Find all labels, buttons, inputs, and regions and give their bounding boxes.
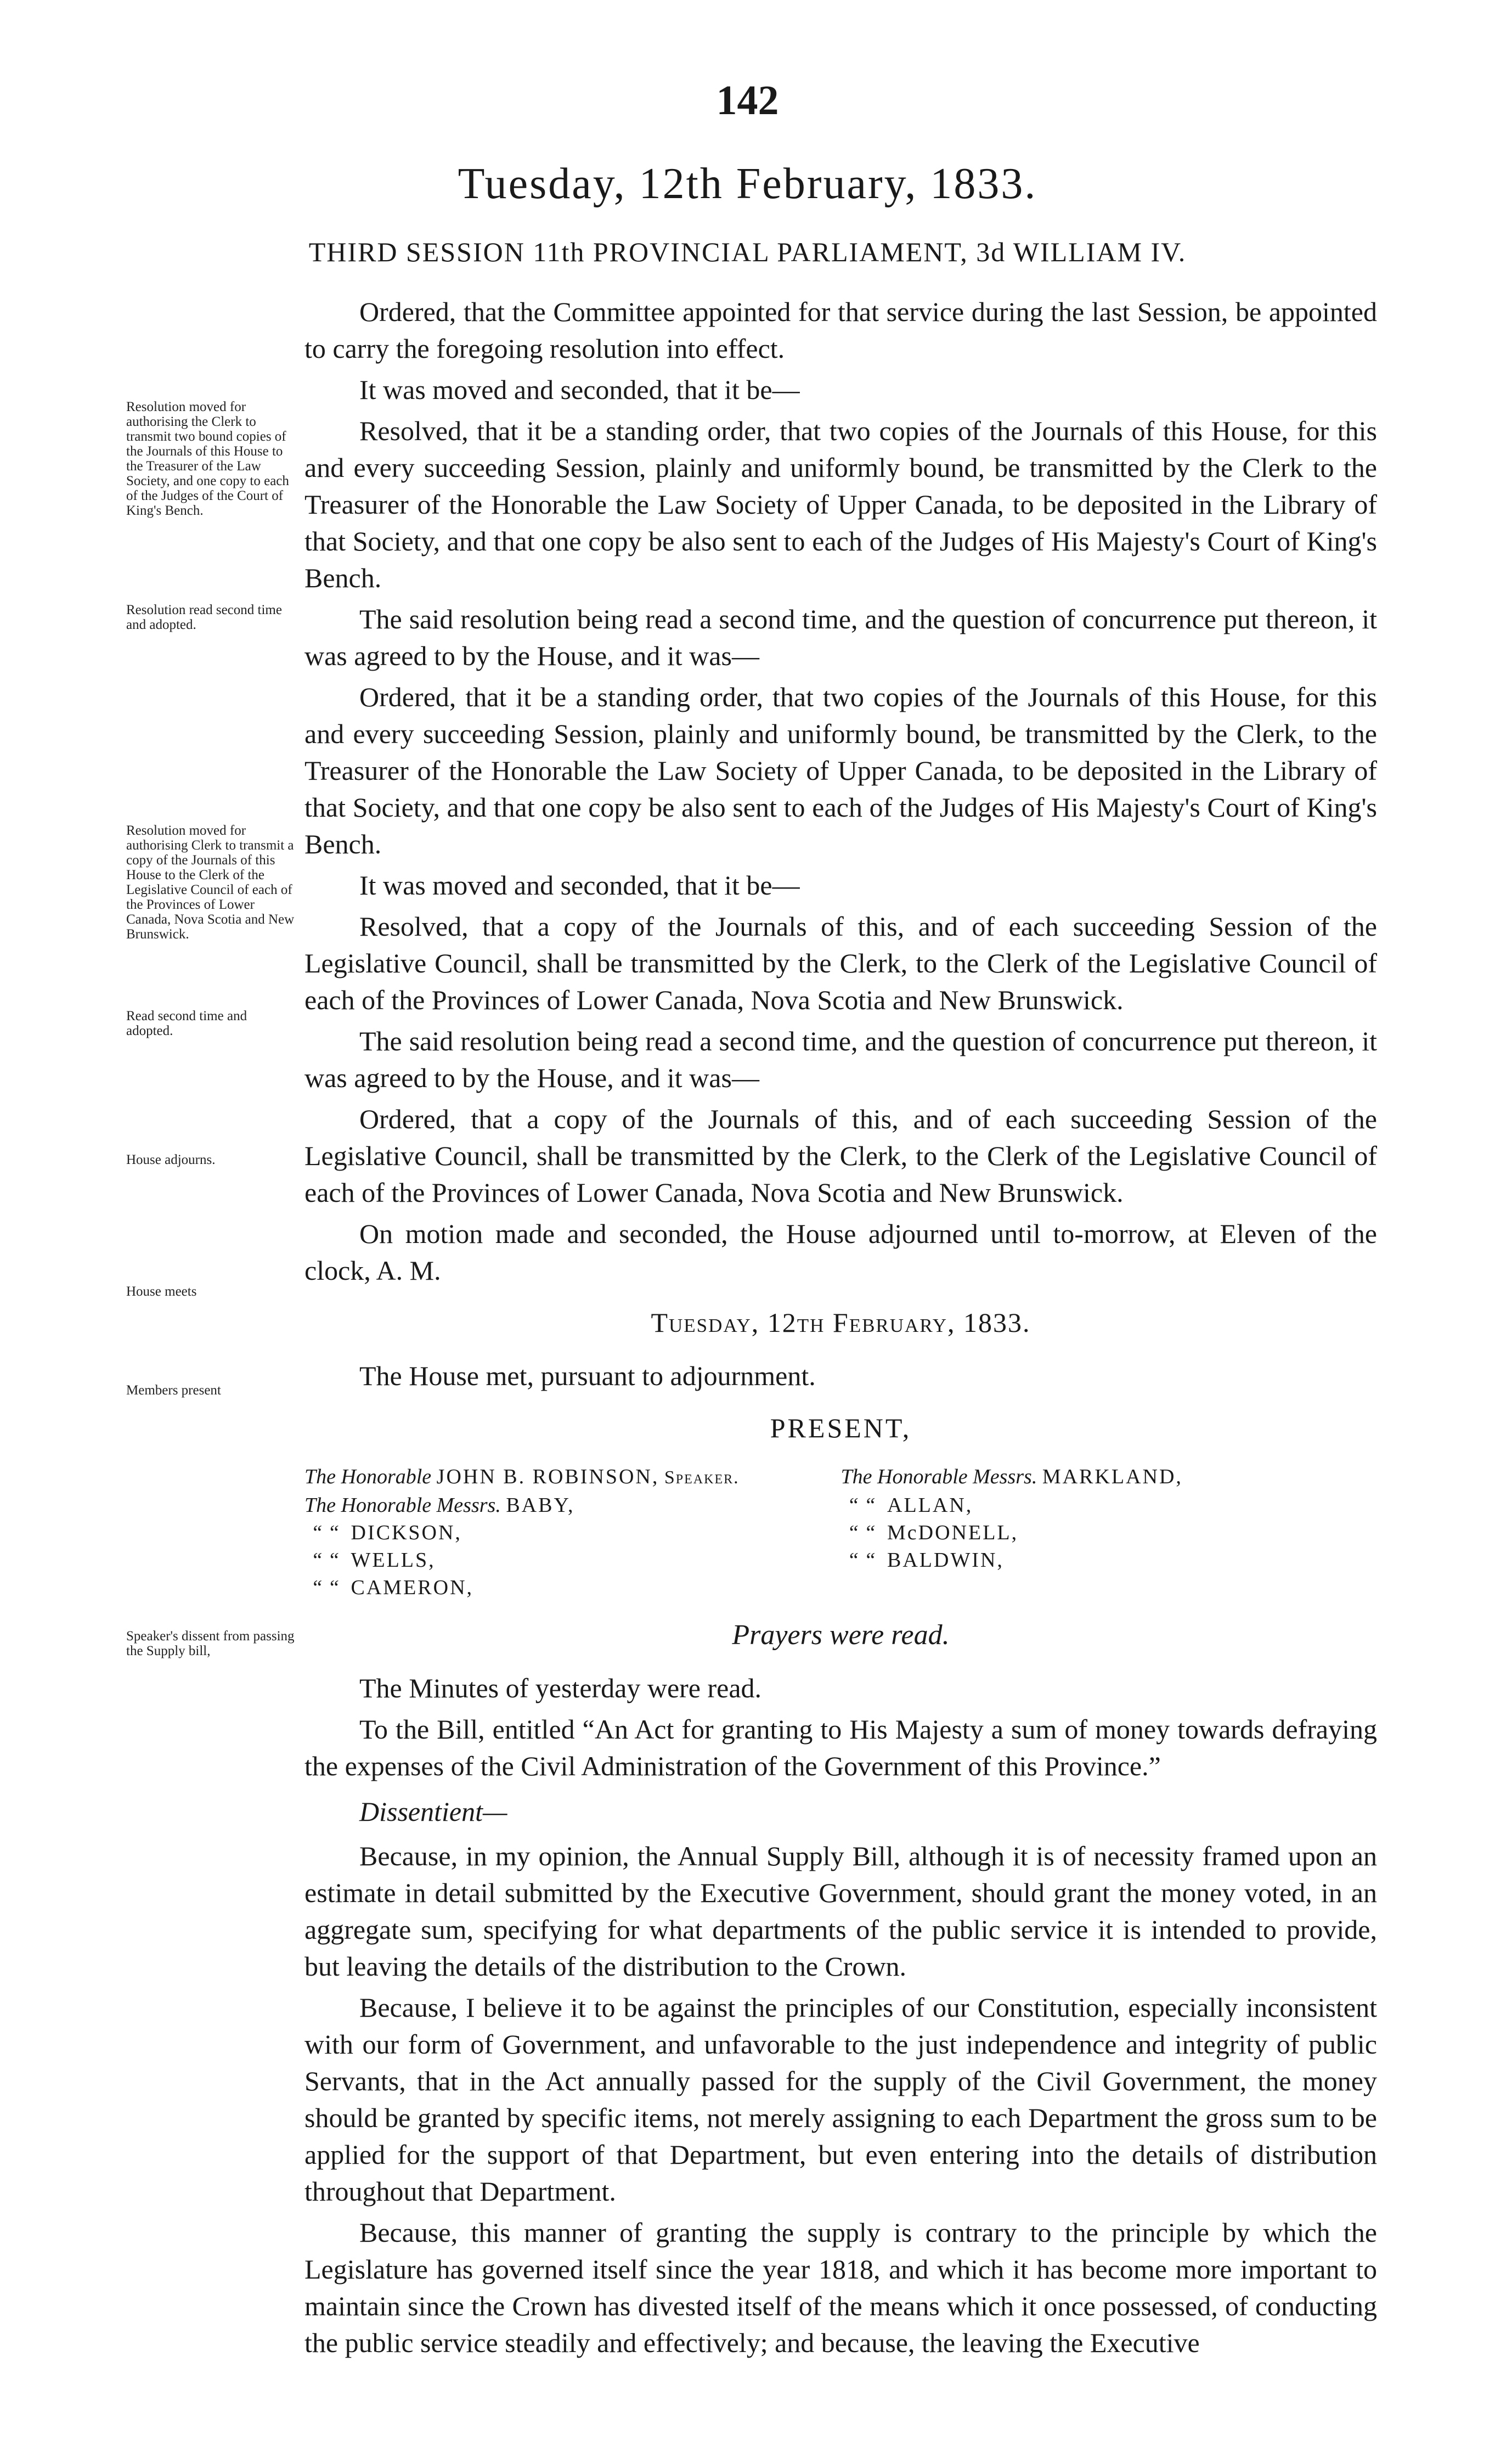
dissentient-heading: Dissentient— [359, 1796, 507, 1827]
member-entry: “ “ CAMERON, [311, 1576, 474, 1599]
paragraph: The said resolution being read a second time, and the question of concurrence put thereon, it was agreed to by the House, and it was— [304, 1026, 1377, 1093]
paragraph: It was moved and seconded, that it be— [359, 374, 800, 405]
members-present-table [304, 1463, 1377, 1601]
member-entry: The Honorable JOHN B. ROBINSON, Speaker. [304, 1465, 740, 1488]
paragraph: The said resolution being read a second time, and the question of concurrence put thereon, it was agreed to by the House, and it was— [304, 604, 1377, 671]
margin-note: House adjourns. [126, 1152, 216, 1167]
paragraph: Ordered, that the Committee appointed for that service during the last Session, be appointed to carry the foregoing resolution into effect. [304, 296, 1377, 364]
paragraph: Because, I believe it to be against the principles of our Constitution, especially inconsistent with our form of Government, and unfavorable to the just independence and integrity of public Servants, that in the Act annually passed for the supply of the Civil Government, the money should be granted by specific items, not merely assigning to each Department the gross sum to be applied for the support of that Department, but even entering into the details of distribution throughout that Department. [304, 1992, 1377, 2207]
member-entry: “ “ ALLAN, [847, 1494, 973, 1517]
margin-note: Members present [126, 1383, 221, 1398]
prayers-line: Prayers were read. [732, 1619, 950, 1651]
margin-note: Resolution read second time and adopted. [126, 603, 282, 632]
page-number: 142 [716, 77, 779, 123]
member-entry: The Honorable Messrs. MARKLAND, [840, 1465, 1183, 1488]
paragraph: Ordered, that it be a standing order, that two copies of the Journals of this House, for this and every succeeding Session, plainly and uniformly bound, be transmitted by the Clerk, to the Treasurer of the Honorable the Law Society of Upper Canada, to be deposited in the Library of that Society, and that one copy be also sent to each of the Judges of His Majesty's Court of King's Bench. [304, 682, 1377, 859]
margin-note: Speaker's dissent from passing the Supply bill, [126, 1629, 295, 1658]
member-entry: “ “ WELLS, [311, 1549, 436, 1572]
paragraph: Resolved, that it be a standing order, that two copies of the Journals of this House, for this and every succeeding Session, plainly and uniformly bound, be transmitted by the Clerk to the Treasurer of the Honorable the Law Society of Upper Canada, to be deposited in the Library of that Society, and that one copy be also sent to each of the Judges of His Majesty's Court of King's Bench. [304, 415, 1377, 593]
margin-note: Resolution moved for authorising Clerk to transmit a copy of the Journals of this House to the Clerk of the Legislative Council of each of the Provinces of Lower Canada, Nova Scotia and New Brunswick. [126, 823, 295, 942]
member-entry: “ “ BALDWIN, [847, 1549, 1004, 1572]
present-heading: PRESENT, [770, 1413, 912, 1443]
member-entry: “ “ DICKSON, [311, 1521, 462, 1544]
paragraph: The House met, pursuant to adjournment. [359, 1360, 816, 1391]
margin-note: Read second time and adopted. [126, 1009, 247, 1038]
margin-note: House meets [126, 1284, 197, 1299]
journal-body [304, 294, 1377, 2366]
margin-note: Resolution moved for authorising the Clerk to transmit two bound copies of the Journals of this House to the Treasurer of the Law Society, and one copy to each of the Judges of the Court of King's Bench. [126, 400, 289, 518]
date-heading: Tuesday, 12th February, 1833. [651, 1307, 1031, 1338]
session-subtitle: THIRD SESSION 11th PROVINCIAL PARLIAMENT, 3d WILLIAM IV. [308, 237, 1187, 267]
paragraph: On motion made and seconded, the House adjourned until to-morrow, at Eleven of the clock, A. M. [304, 1218, 1377, 1286]
paragraph: To the Bill, entitled “An Act for granting to His Majesty a sum of money towards defraying the expenses of the Civil Administration of the Government of this Province.” [304, 1714, 1377, 1781]
paragraph: Ordered, that a copy of the Journals of this, and of each succeeding Session of the Legislative Council, shall be transmitted by the Clerk, to the Clerk of the Legislative Council of each of the Provinces of Lower Canada, Nova Scotia and New Brunswick. [304, 1104, 1377, 1208]
paragraph: Because, this manner of granting the supply is contrary to the principle by which the Legislature has governed itself since the year 1818, and which it has become more important to maintain since the Crown has divested itself of the means which it once possessed, of conducting the public service steadily and effectively; and because, the leaving the Executive [304, 2217, 1377, 2358]
paragraph: Because, in my opinion, the Annual Supply Bill, although it is of necessity framed upon an estimate in detail submitted by the Executive Government, should grant the money voted, in an aggregate sum, specifying for what departments of the public service it is intended to provide, but leaving the details of the distribution to the Crown. [304, 1841, 1377, 1982]
member-entry: “ “ McDONELL, [847, 1521, 1019, 1544]
page-title: Tuesday, 12th February, 1833. [458, 160, 1037, 208]
paragraph: Resolved, that a copy of the Journals of this, and of each succeeding Session of the Legislative Council, shall be transmitted by the Clerk, to the Clerk of the Legislative Council of each of the Provinces of Lower Canada, Nova Scotia and New Brunswick. [304, 911, 1377, 1015]
paragraph: It was moved and seconded, that it be— [359, 870, 800, 901]
member-entry: The Honorable Messrs. BABY, [304, 1494, 575, 1517]
paragraph: The Minutes of yesterday were read. [359, 1673, 762, 1703]
